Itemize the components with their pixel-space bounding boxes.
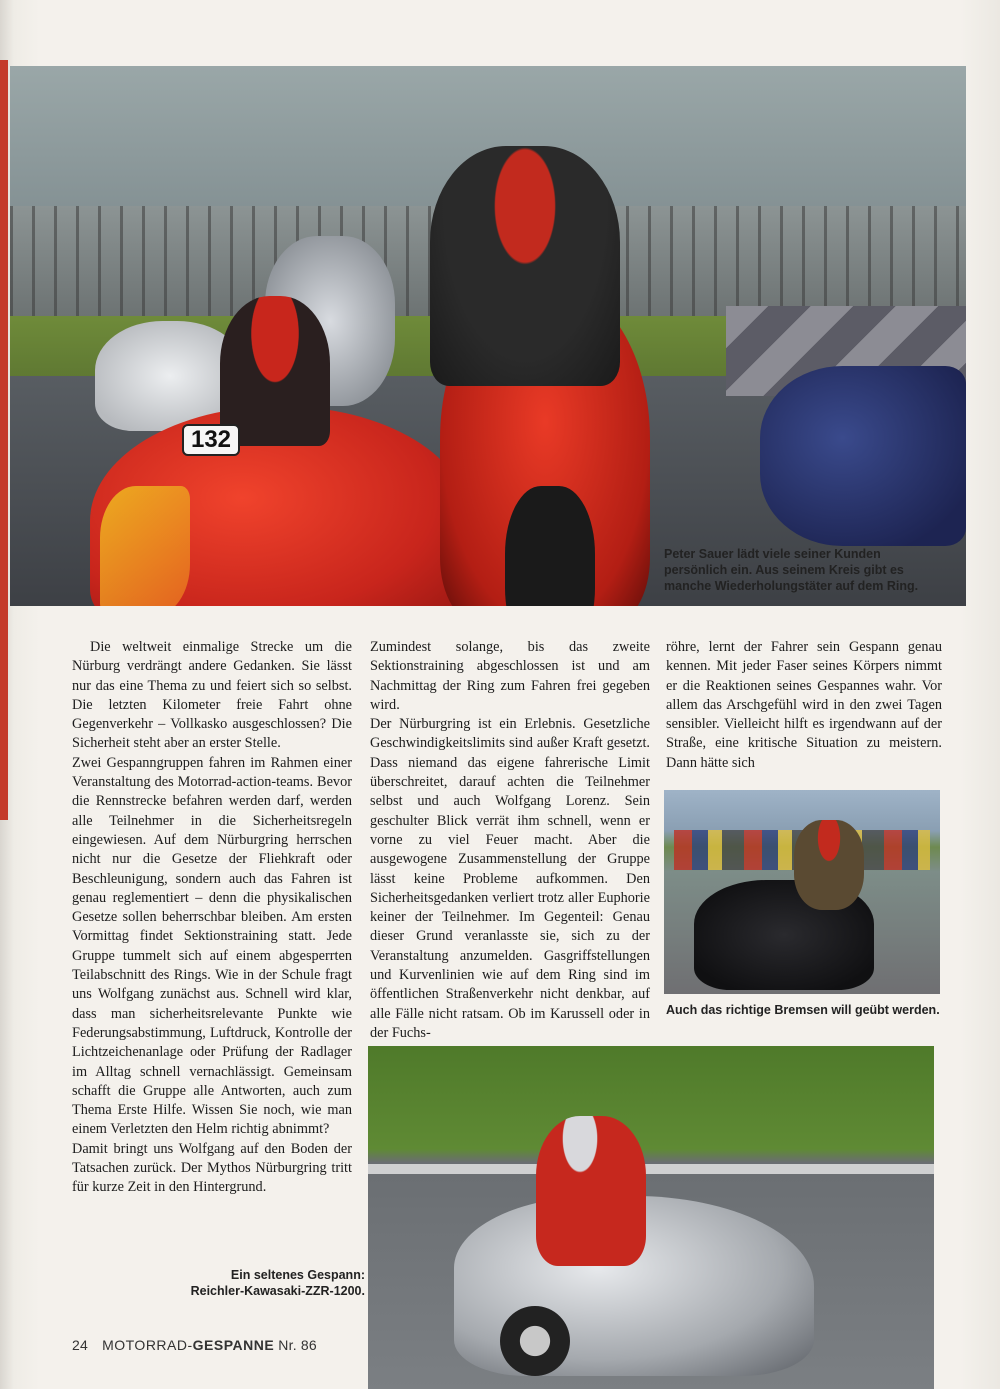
paragraph: Zwei Gespanngruppen fahren im Rahmen einer Veranstaltung des Motorrad-action-teams. Bevor die Rennstrecke befahren werden darf, werden alle Teilnehmer in die Sicherheitsregeln eingewiesen. Auf dem Nürburgring herrschen nicht nur die Gesetze der Fliehkraft oder Beschleunigung, sondern auch das Fahren ist genau reglementiert – denn die physikalischen Gesetze sollen beherrschbar bleiben. Am ersten Vormittag findet Sektionstraining statt. Jede Gruppe tummelt sich auf einem abgesperrten Teilabschnitt des Rings. Wie in der Schule fragt uns Wolfgang zunächst aus. Schnell wird klar, dass man sicherheitsrelevante Punkte wie Federungsabstimmung, Luftdruck, Kontrolle der Lichtzeichenanlage oder Prüfung der Radlager im Alltag schnell vernachlässigt. Gemeinsam schafft die Gruppe alle Antworten, auch zum Thema Erste Hilfe. Wissen Sie noch, wie man einem Verletzten den Helm richtig abnimmt? — [72, 754, 352, 1138]
text-column-2 — [370, 638, 650, 1043]
brake-rider — [794, 820, 864, 910]
track-caption-line2: Reichler-Kawasaki-ZZR-1200. — [190, 1284, 365, 1298]
magazine-name-regular: MOTORRAD- — [102, 1337, 193, 1353]
track-rider — [536, 1116, 646, 1266]
red-page-edge — [0, 60, 8, 820]
hero-photo-sidecar-group — [10, 66, 966, 606]
paragraph: Die weltweit einmalige Strecke um die Nürburg verdrängt andere Gedanken. Sie lässt nur das eine Thema zu und feiert sich so selbst. Die letzten Kilometer freie Fahrt ohne Gegenverkehr – Vollkasko ausgeschlossen? Die Sicherheit steht aber an erster Stelle. — [72, 639, 352, 752]
hero-front-tyre — [505, 486, 595, 606]
magazine-name — [102, 1337, 274, 1353]
hero-rider — [430, 146, 620, 386]
paragraph: Der Nürburgring ist ein Erlebnis. Gesetzliche Geschwindigkeitslimits sind außer Kraft gesetzt. Dass niemand das eigene fahrerische Limit überschreitet, darauf achten die Teilnehmer selbst und auch Wolfgang Lorenz. Sein geschulter Blick verrät ihm schnell, wenn er vorne zu viel Feuer macht. Aber die ausgewogene Zusammenstellung der Gruppe lässt keine Probleme aufkommen. Den Sicherheitsgedanken verliert trotz aller Euphorie keiner der Teilnehmer. Im Gegenteil: Genau dieser Grund veranlasste sie, sich zu der Veranstaltung anzumelden. Gasgriffstellungen und Kurvenlinien wie auf dem Ring sind im öffentlichen Straßenverkehr nicht denkbar, auf alle Fälle nicht ratsam. Ob im Karussell oder in der Fuchs- — [370, 716, 650, 1041]
sidecar-wheel — [500, 1306, 570, 1376]
hero-passenger — [220, 296, 330, 446]
page-number: 24 — [72, 1337, 88, 1353]
hero-blue-sidecar — [760, 366, 966, 546]
magazine-name-bold: GESPANNE — [192, 1337, 275, 1353]
photo-braking-practice — [664, 790, 940, 994]
photo-track-sidecar — [368, 1046, 934, 1389]
track-line — [368, 1164, 934, 1174]
hero-sidecar-stripe — [100, 486, 190, 606]
text-column-3 — [666, 638, 942, 773]
track-caption-line1: Ein seltenes Gespann: — [230, 1268, 365, 1282]
brake-caption: Auch das richtige Bremsen will geübt werden. — [666, 1003, 940, 1017]
hero-caption: Peter Sauer lädt viele seiner Kunden persönlich ein. Aus seinem Kreis gibt es manche Wiederholungstäter auf dem Ring. — [664, 547, 919, 593]
track-caption — [160, 1267, 365, 1299]
issue-number: Nr. 86 — [278, 1337, 317, 1353]
text-column-1 — [72, 638, 352, 1198]
page-footer — [72, 1337, 317, 1353]
hero-race-number: 132 — [182, 424, 240, 456]
paragraph: röhre, lernt der Fahrer sein Gespann genau kennen. Mit jeder Faser seines Körpers nimmt er die Reaktionen seines Gespannes wahr. Vor allem das Arschgefühl wird in den zwei Tagen sensibler. Vielleicht hilft es irgendwann auf der Straße, eine kritische Situation zu meistern. Dann hätte sich — [666, 639, 942, 771]
paragraph: Damit bringt uns Wolfgang auf den Boden der Tatsachen zurück. Der Mythos Nürburgring tritt für kurze Zeit in den Hintergrund. — [72, 1140, 352, 1196]
paragraph: Zumindest solange, bis das zweite Sektionstraining abgeschlossen ist und am Nachmittag der Ring zum Fahren frei gegeben wird. — [370, 639, 650, 713]
